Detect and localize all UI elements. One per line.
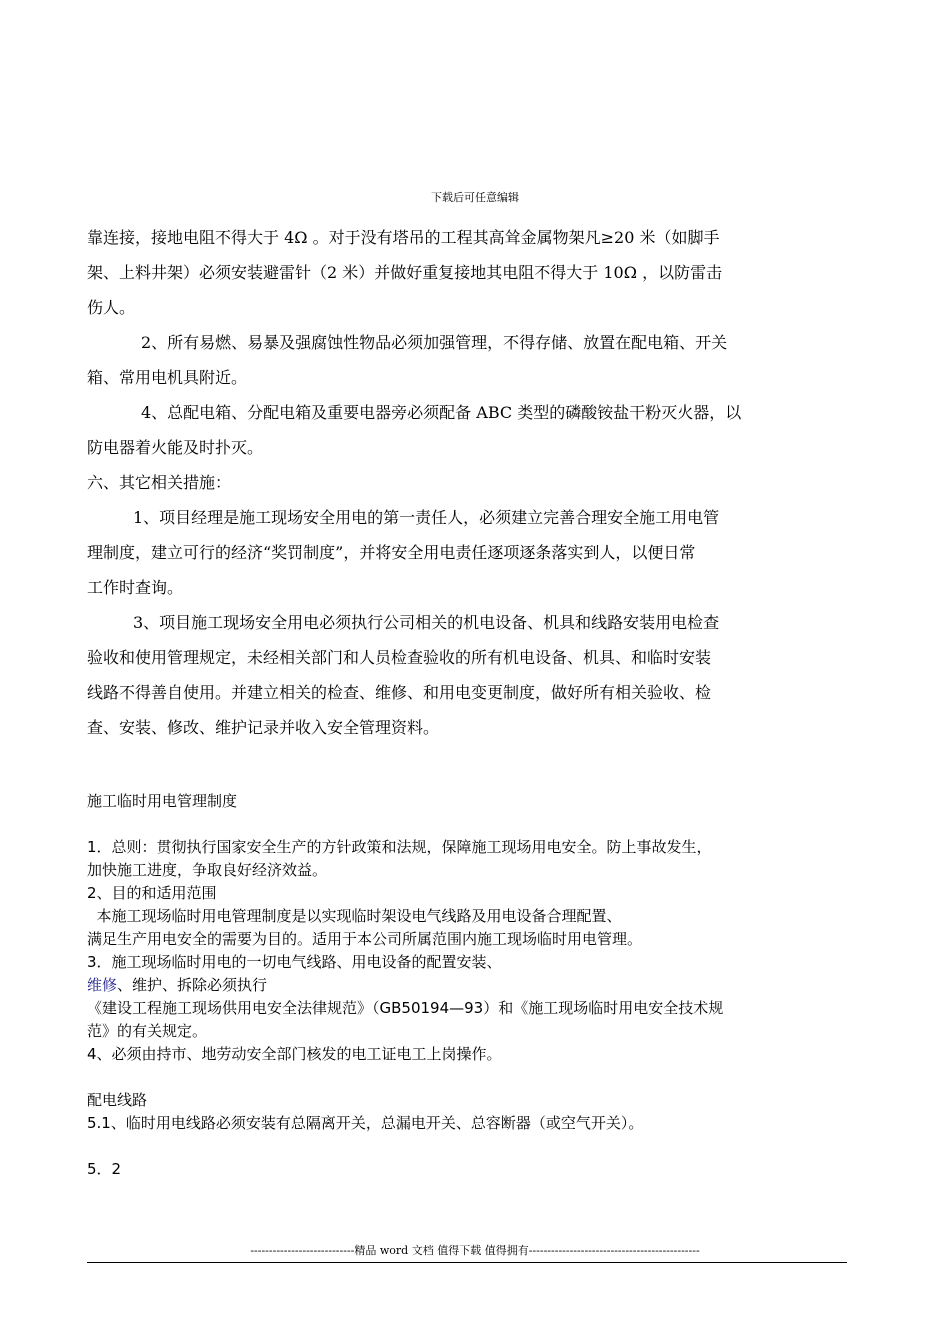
section-line-text: 、维护、拆除必须执行 (117, 976, 268, 994)
body-line: 架、上料井架）必须安装避雷针（2 米）并做好重复接地其电阻不得大于 10Ω ，以防雷击 (87, 263, 723, 282)
section-line (87, 974, 862, 997)
section-line: 范》的有关规定。 (87, 1022, 208, 1040)
section-line: 5.1、临时用电线路必须安装有总隔离开关，总漏电开关、总容断器（或空气开关）。 (87, 1114, 644, 1132)
body-line: 1、项目经理是施工现场安全用电的第一责任人，必须建立完善合理安全施工用电管 (133, 508, 720, 527)
body-line: 2、所有易燃、易暴及强腐蚀性物品必须加强管理，不得存储、放置在配电箱、开关 (141, 333, 728, 352)
body-line: 3、项目施工现场安全用电必须执行公司相关的机电设备、机具和线路安装用电检查 (133, 613, 720, 632)
body-line: 查、安装、修改、维护记录并收入安全管理资料。 (87, 718, 440, 737)
footer-divider (87, 1262, 847, 1263)
section-line: 2、目的和适用范围 (87, 884, 217, 902)
body-line: 4、总配电箱、分配电箱及重要电器旁必须配备 ABC 类型的磷酸铵盐干粉灭火器，以 (141, 403, 742, 422)
page-header: 下载后可任意编辑 (431, 191, 519, 204)
section-line: 满足生产用电安全的需要为目的。适用于本公司所属范围内施工现场临时用电管理。 (87, 930, 643, 948)
section-line: 4、必须由持市、地劳动安全部门核发的电工证电工上岗操作。 (87, 1045, 502, 1063)
section-line: 《建设工程施工现场供用电安全法律规范》（GB50194—93）和《施工现场临时用电安全技术规 (87, 999, 724, 1017)
section-line: 1．总则：贯彻执行国家安全生产的方针政策和法规，保障施工现场用电安全。防上事故发生， (87, 838, 712, 856)
section-line: 本施工现场临时用电管理制度是以实现临时架设电气线路及用电设备合理配置、 (87, 907, 622, 925)
body-line: 箱、常用电机具附近。 (87, 368, 248, 387)
subsection-title: 配电线路 (87, 1091, 148, 1109)
body-line: 线路不得善自使用。并建立相关的检查、维修、和用电变更制度，做好所有相关验收、检 (87, 683, 712, 702)
section-title: 施工临时用电管理制度 (87, 792, 238, 810)
section-line: 5．2 (87, 1160, 122, 1178)
body-line: 靠连接，接地电阻不得大于 4Ω 。对于没有塔吊的工程其高耸金属物架凡≥20 米（如脚手 (87, 228, 720, 247)
maintenance-link[interactable]: 维修 (87, 976, 118, 994)
section-heading: 六、其它相关措施： (87, 473, 232, 492)
section-line: 3．施工现场临时用电的一切电气线路、用电设备的配置安装、 (87, 953, 502, 971)
body-line: 验收和使用管理规定，未经相关部门和人员检查验收的所有机电设备、机具、和临时安装 (87, 648, 712, 667)
regulation-section (87, 790, 862, 1181)
body-line: 防电器着火能及时扑灭。 (87, 438, 264, 457)
body-line: 理制度，建立可行的经济“奖罚制度”，并将安全用电责任逐项逐条落实到人，以便日常 (87, 543, 696, 562)
page-footer: ----------------------------精品 word 文档 值得下载 值得拥有---------------------------------------------- (250, 1244, 700, 1257)
body-line: 工作时查询。 (87, 578, 184, 597)
body-text (87, 220, 862, 745)
body-line: 伤人。 (87, 298, 136, 317)
section-line: 加快施工进度，争取良好经济效益。 (87, 861, 328, 879)
